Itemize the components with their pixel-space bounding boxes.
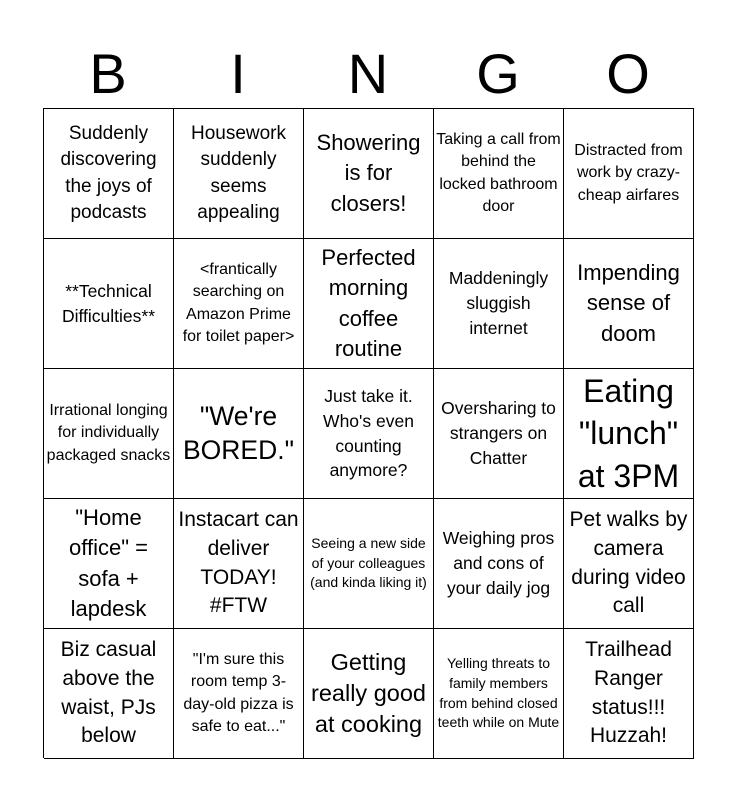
cell-text: Perfected morning coffee routine — [321, 244, 416, 361]
bingo-cell-r2-c5[interactable] — [564, 239, 694, 369]
bingo-cell-r2-c1[interactable] — [44, 239, 174, 369]
bingo-cell-r4-c4[interactable] — [434, 499, 564, 629]
bingo-cell-r2-c2[interactable] — [174, 239, 304, 369]
bingo-cell-r4-c2[interactable] — [174, 499, 304, 629]
cell-text: "We're BORED." — [182, 401, 294, 465]
cell-text: "I'm sure this room temp 3-day-old pizza is safe to eat..." — [183, 650, 294, 735]
bingo-header — [43, 40, 693, 108]
header-letter-b: B — [89, 42, 127, 105]
cell-text: Impending sense of doom — [577, 259, 680, 346]
cell-text: Showering is for closers! — [316, 129, 421, 216]
bingo-cell-r1-c4[interactable] — [434, 109, 564, 239]
header-letter-o: O — [606, 42, 650, 105]
bingo-cell-r1-c1[interactable] — [44, 109, 174, 239]
bingo-cell-r2-c3[interactable] — [304, 239, 434, 369]
cell-text: Getting really good at cooking — [311, 648, 426, 738]
bingo-cell-r1-c5[interactable] — [564, 109, 694, 239]
cell-text: Weighing pros and cons of your daily jog — [442, 528, 555, 598]
cell-text: Yelling threats to family members from behind closed teeth while on Mute — [437, 655, 560, 731]
bingo-cell-r1-c2[interactable] — [174, 109, 304, 239]
bingo-cell-r1-c3[interactable] — [304, 109, 434, 239]
cell-text: Instacart can deliver TODAY! #FTW — [178, 507, 299, 618]
cell-text: Eating "lunch" at 3PM — [577, 372, 680, 494]
cell-text: Suddenly discovering the joys of podcasts — [60, 123, 157, 223]
cell-text: Oversharing to strangers on Chatter — [441, 398, 556, 468]
cell-text: Pet walks by camera during video call — [569, 507, 688, 618]
cell-text: <frantically searching on Amazon Prime for toilet paper> — [182, 260, 295, 345]
bingo-cell-r3-c5[interactable] — [564, 369, 694, 499]
bingo-cell-r5-c4[interactable] — [434, 629, 564, 759]
bingo-cell-r5-c5[interactable] — [564, 629, 694, 759]
cell-text: Irrational longing for individually packaged snacks — [46, 401, 171, 464]
bingo-cell-r5-c2[interactable] — [174, 629, 304, 759]
cell-text: Trailhead Ranger status!!! Huzzah! — [585, 637, 672, 748]
bingo-cell-r5-c3[interactable] — [304, 629, 434, 759]
bingo-cell-r3-c3[interactable] — [304, 369, 434, 499]
bingo-cell-r5-c1[interactable] — [44, 629, 174, 759]
header-letter-g: G — [476, 42, 520, 105]
bingo-cell-r4-c3[interactable] — [304, 499, 434, 629]
cell-text: Seeing a new side of your colleagues (and kinda liking it) — [310, 535, 427, 591]
bingo-cell-r2-c4[interactable] — [434, 239, 564, 369]
cell-text: Taking a call from behind the locked bathroom door — [436, 130, 561, 215]
bingo-board — [43, 108, 694, 758]
header-letter-n: N — [347, 42, 389, 105]
cell-text: **Technical Difficulties** — [61, 280, 156, 326]
cell-text: Distracted from work by crazy-cheap airfares — [574, 141, 683, 204]
cell-text: "Home office" = sofa + lapdesk — [69, 504, 148, 621]
header-letter-i: I — [230, 42, 246, 105]
cell-text: Maddeningly sluggish internet — [448, 268, 549, 338]
bingo-cell-r3-c1[interactable] — [44, 369, 174, 499]
cell-text: Just take it. Who's even counting anymore? — [323, 385, 414, 481]
cell-text: Biz casual above the waist, PJs below — [60, 637, 157, 748]
bingo-cell-r3-c2[interactable] — [174, 369, 304, 499]
bingo-cell-r4-c5[interactable] — [564, 499, 694, 629]
bingo-cell-r3-c4[interactable] — [434, 369, 564, 499]
bingo-cell-r4-c1[interactable] — [44, 499, 174, 629]
cell-text: Housework suddenly seems appealing — [190, 123, 287, 223]
